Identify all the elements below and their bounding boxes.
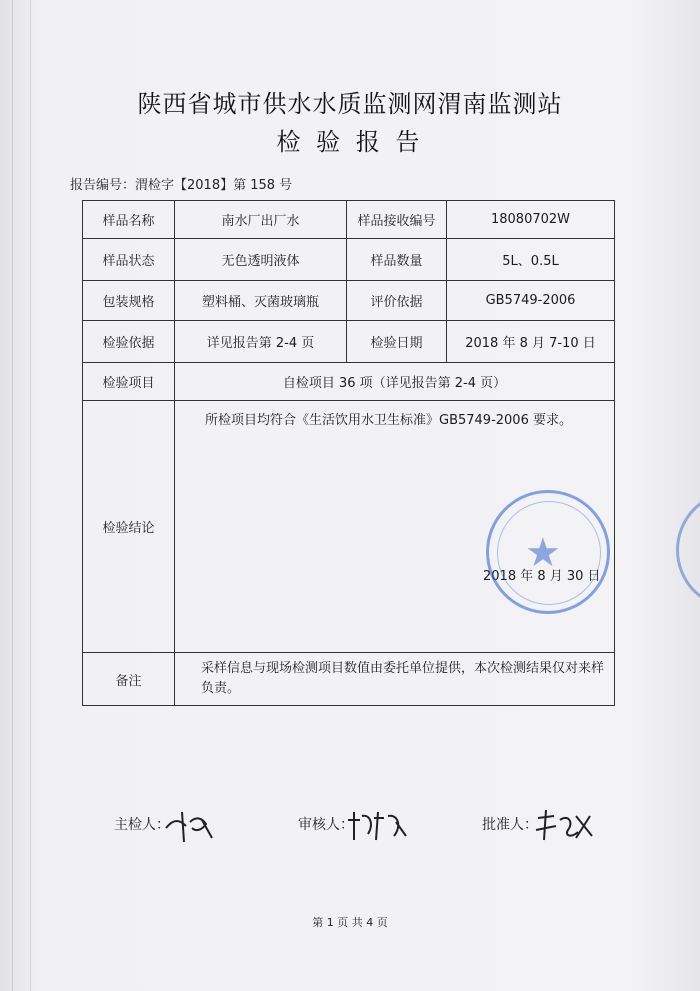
table-row [83, 201, 615, 239]
conclusion-text: 所检项目均符合《生活饮用水卫生标准》GB5749-2006 要求。 [205, 413, 572, 428]
report-table [82, 200, 615, 706]
cell-label: 包装规格 [83, 281, 175, 321]
sample-receipt-no-value: 18080702W [447, 201, 615, 239]
table-row [83, 321, 615, 363]
partial-seal [676, 490, 700, 610]
cell-label: 备注 [83, 653, 175, 706]
evaluation-basis-value: GB5749-2006 [447, 281, 615, 321]
reviewer-signature [344, 806, 410, 846]
cell-label: 检验依据 [83, 321, 175, 363]
sample-quantity-value: 5L、0.5L [447, 239, 615, 281]
star-icon: ★ [525, 530, 561, 576]
org-title: 陕西省城市供水水质监测网渭南监测站 [137, 90, 563, 118]
inspection-items-value: 自检项目 36 项（详见报告第 2-4 页） [175, 363, 615, 401]
sample-state-value: 无色透明液体 [175, 239, 347, 281]
inspection-date-value: 2018 年 8 月 7-10 日 [447, 321, 615, 363]
cell-label: 样品数量 [347, 239, 447, 281]
cell-label: 样品接收编号 [347, 201, 447, 239]
cell-label: 检验结论 [83, 401, 175, 653]
signature-row [0, 806, 700, 846]
cell-label: 检验项目 [83, 363, 175, 401]
conclusion-date: 2018 年 8 月 30 日 [483, 569, 601, 584]
approver-label: 批准人： [482, 817, 538, 833]
inspector-label: 主检人： [114, 817, 170, 833]
table-row [83, 239, 615, 281]
inspector-signature [162, 806, 218, 846]
cell-label: 检验日期 [347, 321, 447, 363]
remark-text: 采样信息与现场检测项目数值由委托单位提供，本次检测结果仅对来样负责。 [175, 653, 615, 706]
inspection-basis-value: 详见报告第 2-4 页 [175, 321, 347, 363]
doc-title: 检 验 报 告 [276, 128, 424, 156]
official-seal [486, 490, 610, 614]
table-row [83, 653, 615, 706]
report-number: 报告编号：渭检字【2018】第 158 号 [70, 178, 293, 193]
cell-label: 样品状态 [83, 239, 175, 281]
reviewer-label: 审核人： [298, 817, 354, 833]
approver-signature [534, 806, 596, 846]
page-footer: 第 1 页 共 4 页 [312, 916, 388, 929]
table-row [83, 281, 615, 321]
cell-label: 评价依据 [347, 281, 447, 321]
table-row [83, 363, 615, 401]
sample-name-value: 南水厂出厂水 [175, 201, 347, 239]
packaging-value: 塑料桶、灭菌玻璃瓶 [175, 281, 347, 321]
cell-label: 样品名称 [83, 201, 175, 239]
